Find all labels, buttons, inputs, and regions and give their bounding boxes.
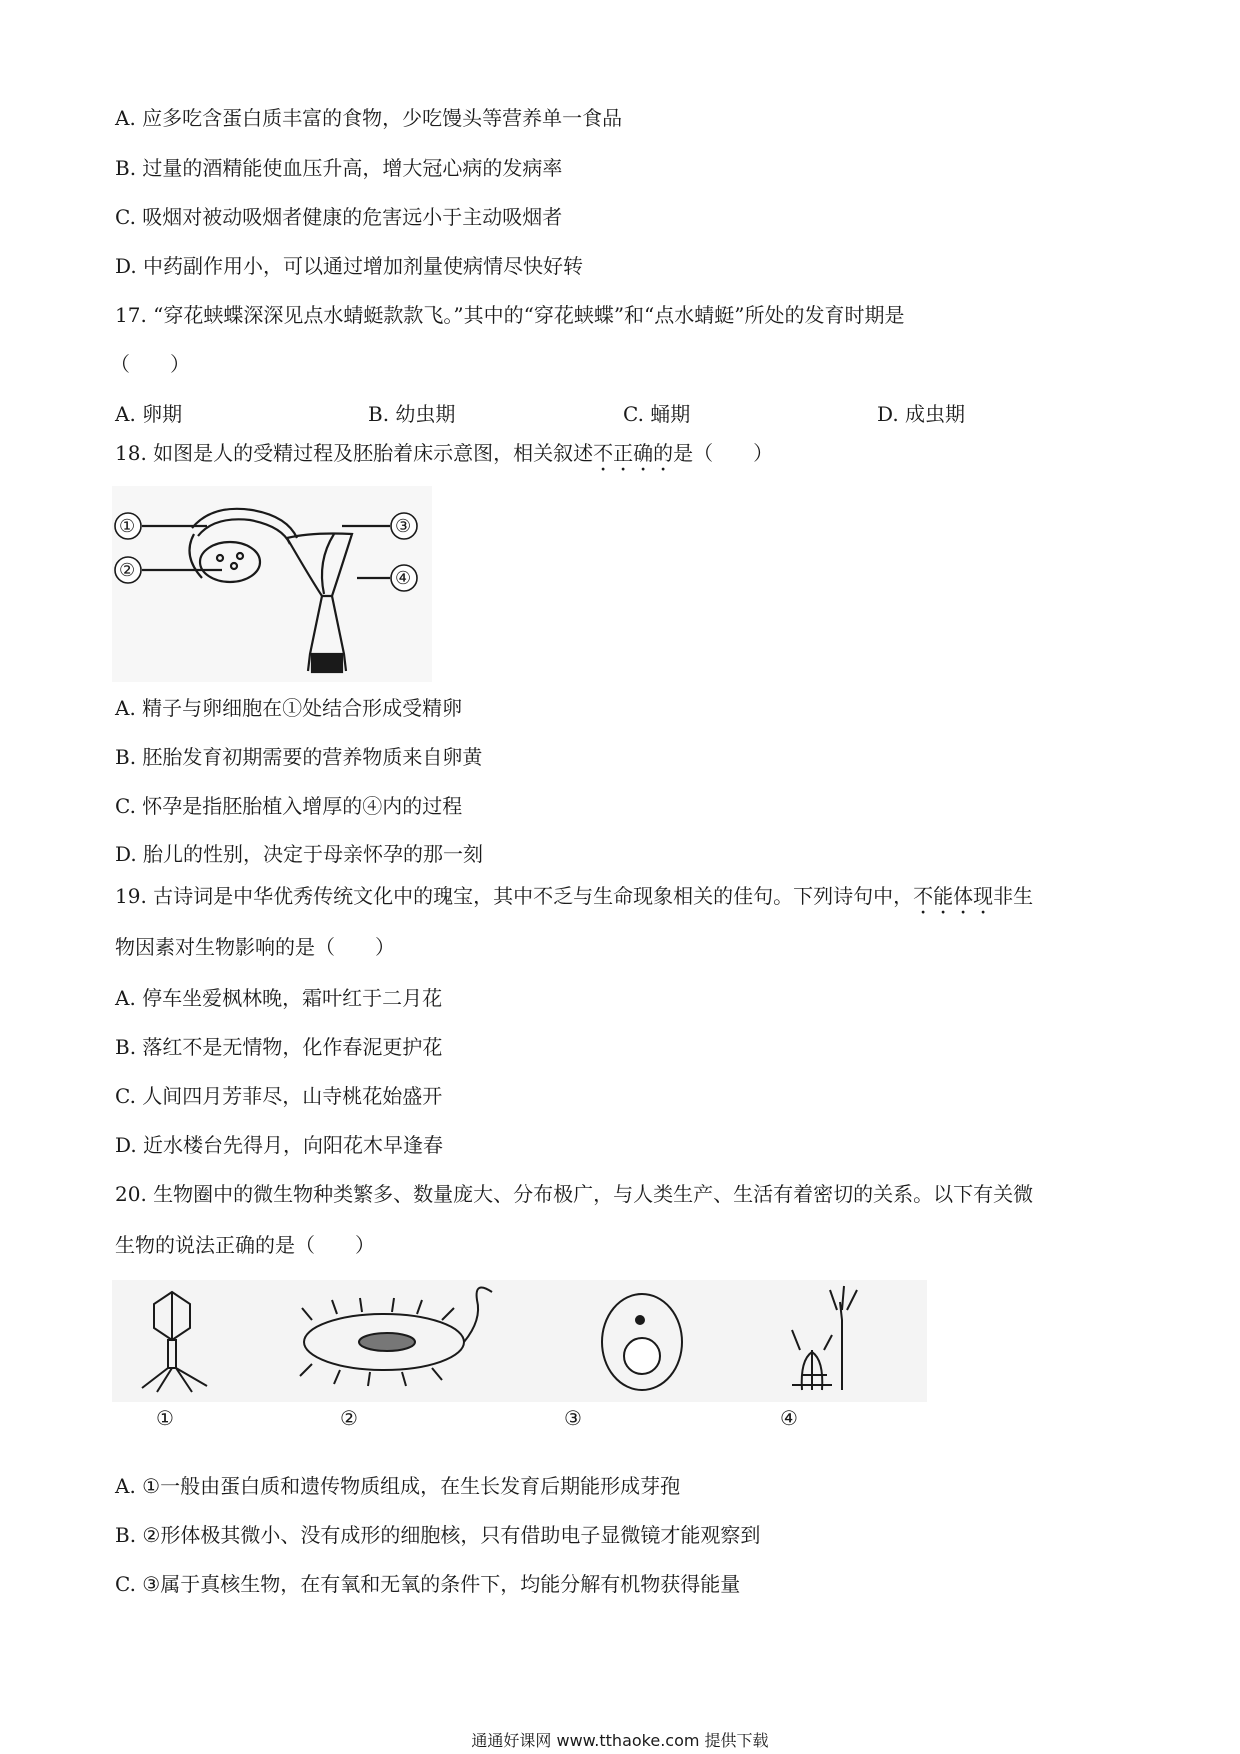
q18-stem <box>115 439 773 467</box>
q19-emphasis-char: 能 <box>933 884 954 908</box>
q16-option-a: A. 应多吃含蛋白质丰富的食物，少吃馒头等营养单一食品 <box>115 106 623 130</box>
page-footer: 通通好课网 www.tthaoke.com 提供下载 <box>471 1731 769 1750</box>
q19-stem-post: 非生 <box>993 884 1034 908</box>
q17-option-b: B. 幼虫期 <box>368 402 456 426</box>
q18-option-c: C. 怀孕是指胚胎植入增厚的④内的过程 <box>115 794 463 818</box>
q18-label-1: ① <box>119 516 136 537</box>
microorganisms-diagram <box>112 1280 927 1402</box>
uterus-diagram <box>112 486 432 682</box>
q17-answer-paren: （ ） <box>110 352 190 376</box>
q18-emphasis-char: 的 <box>653 441 674 465</box>
q19-stem-line2: 物因素对生物影响的是（ ） <box>115 935 395 959</box>
q20-option-c: C. ③属于真核生物，在有氧和无氧的条件下，均能分解有机物获得能量 <box>115 1572 741 1596</box>
q18-stem-pre: 18. 如图是人的受精过程及胚胎着床示意图，相关叙述 <box>115 441 594 465</box>
q16-option-b: B. 过量的酒精能使血压升高，增大冠心病的发病率 <box>115 156 563 180</box>
q18-emphasis-char: 确 <box>633 441 654 465</box>
q18-label-3: ③ <box>395 516 412 537</box>
q17-stem: 17. “穿花蛱蝶深深见点水蜻蜓款款飞。”其中的“穿花蛱蝶”和“点水蜻蜓”所处的发育时期是 <box>115 303 905 327</box>
q20-label-2: ② <box>340 1406 358 1430</box>
q16-option-d: D. 中药副作用小，可以通过增加剂量使病情尽快好转 <box>115 254 584 278</box>
q18-emphasis-char: 不 <box>593 441 614 465</box>
q18-label-2: ② <box>119 560 136 581</box>
q20-stem-line1: 20. 生物圈中的微生物种类繁多、数量庞大、分布极广，与人类生产、生活有着密切的关系。以下有关微 <box>115 1182 1034 1206</box>
q20-label-1: ① <box>156 1406 174 1430</box>
q20-option-b: B. ②形体极其微小、没有成形的细胞核，只有借助电子显微镜才能观察到 <box>115 1523 761 1547</box>
q18-option-a: A. 精子与卵细胞在①处结合形成受精卵 <box>115 696 463 720</box>
q17-option-d: D. 成虫期 <box>877 402 966 426</box>
q18-option-d: D. 胎儿的性别，决定于母亲怀孕的那一刻 <box>115 842 484 866</box>
q20-label-3: ③ <box>564 1406 582 1430</box>
q20-stem-line2: 生物的说法正确的是（ ） <box>115 1233 375 1257</box>
q19-emphasis-char: 不 <box>913 884 934 908</box>
q18-option-b: B. 胚胎发育初期需要的营养物质来自卵黄 <box>115 745 483 769</box>
q19-option-b: B. 落红不是无情物，化作春泥更护花 <box>115 1035 443 1059</box>
q18-label-4: ④ <box>395 568 412 589</box>
q20-option-a: A. ①一般由蛋白质和遗传物质组成，在生长发育后期能形成芽孢 <box>115 1474 681 1498</box>
q19-option-d: D. 近水楼台先得月，向阳花木早逢春 <box>115 1133 444 1157</box>
q18-figure <box>112 486 432 682</box>
q19-stem-line1 <box>115 882 1033 910</box>
q18-stem-post: 是（ ） <box>673 441 774 465</box>
q17-option-a: A. 卵期 <box>115 402 183 426</box>
q20-figure <box>112 1280 927 1430</box>
q16-option-c: C. 吸烟对被动吸烟者健康的危害远小于主动吸烟者 <box>115 205 563 229</box>
q18-emphasis-char: 正 <box>613 441 634 465</box>
q17-option-c: C. 蛹期 <box>623 402 691 426</box>
q19-option-a: A. 停车坐爱枫林晚，霜叶红于二月花 <box>115 986 443 1010</box>
q19-emphasis-char: 现 <box>973 884 994 908</box>
q19-emphasis-char: 体 <box>953 884 974 908</box>
q19-stem-pre: 19. 古诗词是中华优秀传统文化中的瑰宝，其中不乏与生命现象相关的佳句。下列诗句中， <box>115 884 914 908</box>
q19-option-c: C. 人间四月芳菲尽，山寺桃花始盛开 <box>115 1084 443 1108</box>
q20-label-4: ④ <box>780 1406 798 1430</box>
